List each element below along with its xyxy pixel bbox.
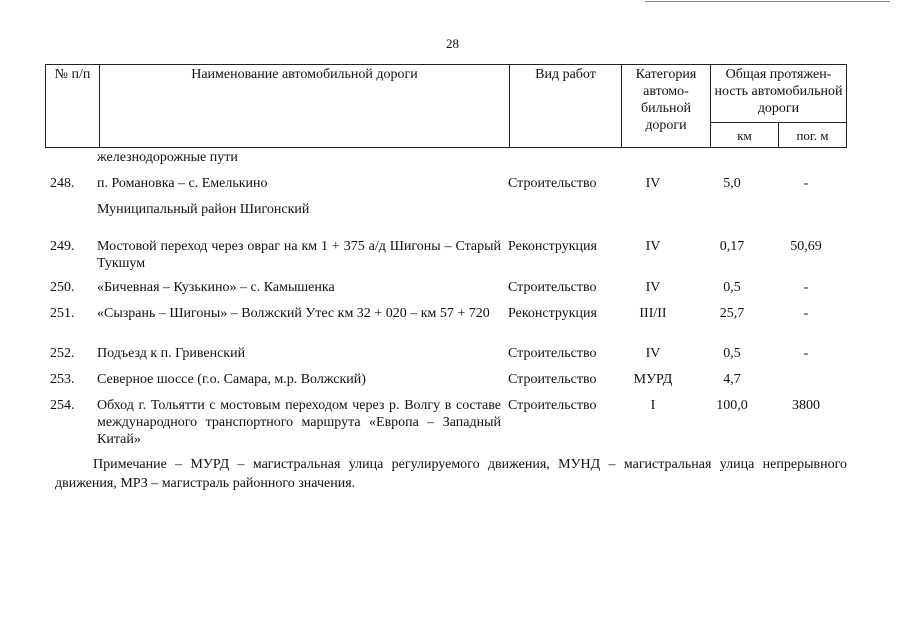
header-work: Вид работ (510, 65, 622, 148)
row-work: Реконструкция (508, 306, 597, 321)
district-heading: Муниципальный район Шигонский (97, 202, 310, 217)
row-num: 250. (50, 280, 75, 295)
row-num: 252. (50, 346, 75, 361)
row-work: Строительство (508, 398, 597, 413)
table-header (45, 64, 847, 148)
row-pm: - (803, 176, 809, 191)
row-work: Реконструкция (508, 239, 597, 254)
row-num: 251. (50, 306, 75, 321)
row-num: 248. (50, 176, 75, 191)
row-category: IV (645, 176, 661, 191)
footnote: Примечание – МУРД – магистральная улица регулируемого движения, МУНД – магистральная улица непрерывного движения, МРЗ – магистраль районного значения. (55, 457, 847, 491)
row-name: «Сызрань – Шигоны» – Волжский Утес км 32 + 020 – км 57 + 720 (97, 306, 490, 321)
row-work: Строительство (508, 372, 597, 387)
row-category: IV (645, 346, 661, 361)
row-num: 253. (50, 372, 75, 387)
header-pm: пог. м (779, 123, 847, 148)
row-category: IV (645, 239, 661, 254)
header-category: Категория автомо-бильной дороги (622, 65, 711, 148)
row-num: 249. (50, 239, 75, 254)
row-km: 0,5 (723, 346, 741, 361)
row-pm: - (803, 306, 809, 321)
row-km: 0,17 (719, 239, 745, 254)
row-num: 254. (50, 398, 75, 413)
row-km: 25,7 (719, 306, 745, 321)
row-name: п. Романовка – с. Емелькино (97, 176, 268, 191)
row-pm: 3800 (792, 398, 820, 413)
continued-line: железнодорожные пути (97, 150, 238, 165)
row-category: МУРД (633, 372, 673, 387)
page-number: 28 (446, 36, 459, 51)
row-pm: - (803, 280, 809, 295)
top-rule (645, 1, 890, 2)
row-work: Строительство (508, 346, 597, 361)
row-category: IV (645, 280, 661, 295)
row-pm: 50,69 (790, 239, 822, 254)
header-num: № п/п (46, 65, 100, 148)
header-km: км (711, 123, 779, 148)
row-name: Северное шоссе (г.о. Самара, м.р. Волжский) (97, 372, 366, 387)
row-km: 5,0 (723, 176, 741, 191)
row-km: 0,5 (723, 280, 741, 295)
row-name: Мостовой переход через овраг на км 1 + 375 а/д Шигоны – Старый Тукшум (97, 239, 501, 271)
header-name: Наименование автомобильной дороги (100, 65, 510, 148)
row-name: Обход г. Тольятти с мостовым переходом через р. Волгу в составе международного транспортного маршрута «Европа – Западный Китай» (97, 398, 501, 447)
row-name: Подъезд к п. Гривенский (97, 346, 246, 361)
row-km: 100,0 (716, 398, 748, 413)
row-work: Строительство (508, 176, 597, 191)
row-name: «Бичевная – Кузькино» – с. Камышенка (97, 280, 335, 295)
row-category: III/II (639, 306, 667, 321)
header-length: Общая протяжен-ность автомобильной дороги (711, 65, 847, 123)
row-km: 4,7 (723, 372, 741, 387)
row-work: Строительство (508, 280, 597, 295)
row-pm: - (803, 346, 809, 361)
row-category: I (650, 398, 656, 413)
